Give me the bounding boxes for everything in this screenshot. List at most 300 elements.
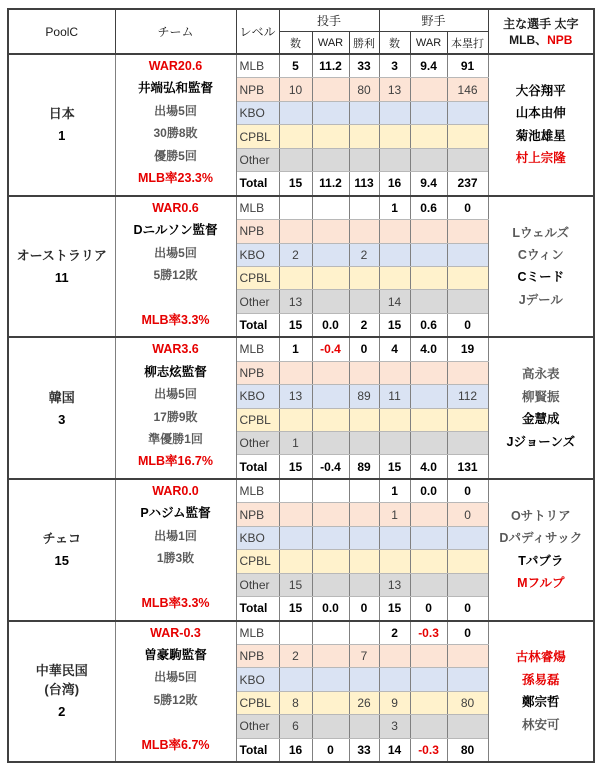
stat-cell: 11.2 — [312, 54, 349, 78]
players-list — [489, 622, 594, 762]
level-cell: CPBL — [236, 691, 279, 714]
stat-cell — [410, 243, 447, 266]
stat-cell: 0.0 — [410, 479, 447, 503]
level-cell: NPB — [236, 361, 279, 384]
stat-cell — [349, 148, 379, 171]
pool-inner — [9, 197, 115, 337]
stat-cell: 1 — [379, 503, 410, 526]
stat-cell — [312, 290, 349, 313]
stat-cell — [410, 220, 447, 243]
team-rank: 3 — [58, 411, 66, 427]
stat-cell — [279, 220, 312, 243]
table-body — [8, 54, 594, 762]
stat-cell — [379, 243, 410, 266]
team-info-line: 17勝9敗 — [153, 409, 198, 424]
stat-cell — [410, 526, 447, 549]
header-pitcher-wins: 勝利 — [349, 32, 379, 55]
header-fielder-count: 数 — [379, 32, 410, 55]
stat-cell: 15 — [279, 455, 312, 479]
stat-cell: 15 — [279, 172, 312, 196]
stat-cell — [312, 361, 349, 384]
team-name: 中華民国 — [35, 663, 88, 679]
stat-cell: 11.2 — [312, 172, 349, 196]
player-name: 山本由伸 — [515, 106, 566, 121]
stat-cell: 9.4 — [410, 172, 447, 196]
stat-cell: 89 — [349, 385, 379, 408]
stat-cell — [312, 196, 349, 220]
stat-cell — [410, 385, 447, 408]
player-name: 村上宗隆 — [515, 151, 566, 166]
level-cell: NPB — [236, 78, 279, 101]
pool-cell — [8, 196, 115, 338]
level-cell: KBO — [236, 101, 279, 124]
stat-cell: 113 — [349, 172, 379, 196]
stat-cell — [410, 125, 447, 148]
stat-cell: 16 — [379, 172, 410, 196]
table-header — [8, 9, 594, 54]
stat-cell — [447, 101, 488, 124]
pool-inner — [9, 480, 115, 620]
stat-cell: 2 — [349, 243, 379, 266]
level-cell: Other — [236, 715, 279, 738]
stat-cell — [279, 550, 312, 573]
stat-cell: 146 — [447, 78, 488, 101]
stat-cell: 26 — [349, 691, 379, 714]
stat-cell — [349, 220, 379, 243]
level-cell: MLB — [236, 337, 279, 361]
stat-cell: -0.4 — [312, 455, 349, 479]
stat-cell — [447, 644, 488, 667]
stat-cell — [447, 243, 488, 266]
team-rank: 15 — [54, 553, 69, 569]
team-info-cell — [115, 479, 236, 621]
stat-cell — [379, 361, 410, 384]
team-info-cell — [115, 196, 236, 338]
team-name: (台湾) — [44, 682, 80, 698]
stat-cell — [410, 408, 447, 431]
stat-cell: 0.6 — [410, 313, 447, 337]
stat-cell — [379, 432, 410, 455]
stat-cell: 14 — [379, 738, 410, 762]
level-cell: Total — [236, 738, 279, 762]
stat-cell: 0 — [447, 313, 488, 337]
stat-cell — [447, 526, 488, 549]
stat-row — [8, 479, 594, 503]
stat-cell — [279, 196, 312, 220]
level-cell: CPBL — [236, 125, 279, 148]
stat-cell — [279, 101, 312, 124]
stat-cell: 0.0 — [312, 313, 349, 337]
stat-cell — [379, 550, 410, 573]
stat-cell: 0.0 — [312, 597, 349, 621]
stat-cell: 13 — [379, 78, 410, 101]
stat-cell — [349, 408, 379, 431]
stat-cell — [312, 715, 349, 738]
players-cell — [488, 54, 594, 196]
stat-row — [8, 337, 594, 361]
stat-cell — [447, 573, 488, 596]
team-info-line: WAR3.6 — [152, 342, 199, 357]
stat-row — [8, 54, 594, 78]
player-name: Mフルプ — [517, 576, 565, 591]
stat-cell — [410, 573, 447, 596]
stat-cell — [349, 266, 379, 289]
player-name: Jジョーンズ — [506, 434, 576, 449]
stat-cell — [349, 526, 379, 549]
stat-cell — [379, 148, 410, 171]
stat-cell — [312, 385, 349, 408]
stat-cell — [279, 503, 312, 526]
pool-cell — [8, 337, 115, 479]
stat-cell: 80 — [447, 738, 488, 762]
player-name: 高永表 — [522, 367, 560, 382]
players-cell — [488, 196, 594, 338]
stat-cell — [447, 148, 488, 171]
pool-cell — [8, 621, 115, 763]
player-name: Cウィン — [517, 248, 564, 262]
player-name: 孫易磊 — [522, 672, 560, 687]
stat-cell — [279, 479, 312, 503]
team-info-line: 5勝12敗 — [153, 267, 198, 282]
team-info-line: Dニルソン監督 — [133, 223, 218, 238]
player-name: Oサトリア — [510, 508, 571, 523]
stat-cell: 131 — [447, 455, 488, 479]
player-name: 菊池雄星 — [515, 128, 566, 143]
team-info-cell — [115, 54, 236, 196]
team-info-line: 曽豪駒監督 — [144, 647, 207, 662]
level-cell: Other — [236, 432, 279, 455]
stat-cell — [379, 526, 410, 549]
wbc-poolc-table — [7, 8, 595, 763]
stat-cell — [410, 550, 447, 573]
stat-cell: 91 — [447, 54, 488, 78]
stat-cell: 7 — [349, 644, 379, 667]
team-rank: 1 — [58, 128, 66, 144]
level-cell: MLB — [236, 196, 279, 220]
stat-cell — [349, 668, 379, 691]
team-info-line: 出場5回 — [154, 387, 197, 402]
team-info-line: WAR0.6 — [152, 200, 199, 215]
team-info-line: MLB率23.3% — [137, 171, 214, 186]
stat-cell: 15 — [279, 313, 312, 337]
stat-cell: 33 — [349, 738, 379, 762]
players-list — [489, 338, 594, 478]
stat-cell — [312, 479, 349, 503]
stat-cell — [349, 550, 379, 573]
stat-cell — [379, 220, 410, 243]
level-cell: CPBL — [236, 408, 279, 431]
stat-cell — [410, 715, 447, 738]
stat-cell: -0.4 — [312, 337, 349, 361]
stat-cell — [312, 503, 349, 526]
level-cell: MLB — [236, 54, 279, 78]
team-info-line: MLB率6.7% — [141, 737, 210, 752]
stat-cell — [379, 668, 410, 691]
pool-inner — [9, 55, 115, 195]
stat-cell: 8 — [279, 691, 312, 714]
level-cell: KBO — [236, 243, 279, 266]
level-cell: MLB — [236, 479, 279, 503]
stat-cell: 0 — [447, 479, 488, 503]
stat-cell: 2 — [379, 621, 410, 645]
stat-cell — [379, 408, 410, 431]
level-cell: Other — [236, 290, 279, 313]
stat-cell: 112 — [447, 385, 488, 408]
stat-cell — [447, 550, 488, 573]
stat-cell — [279, 526, 312, 549]
stat-cell — [312, 220, 349, 243]
stat-cell: 0 — [447, 597, 488, 621]
stat-cell — [349, 361, 379, 384]
stat-cell: 1 — [279, 432, 312, 455]
player-name: 金慧成 — [522, 412, 560, 427]
stat-cell — [312, 125, 349, 148]
stat-cell — [447, 125, 488, 148]
stat-cell: 80 — [349, 78, 379, 101]
header-fielder-war: WAR — [410, 32, 447, 55]
team-info-line: MLB率3.3% — [141, 596, 210, 611]
stat-cell — [349, 196, 379, 220]
level-cell: KBO — [236, 668, 279, 691]
team-info-line: 準優勝1回 — [148, 432, 203, 446]
stat-row — [8, 196, 594, 220]
stat-cell — [349, 290, 379, 313]
team-info-line: Pハジム監督 — [140, 506, 211, 521]
player-name: 古林睿煬 — [515, 650, 566, 665]
stat-cell: 0 — [312, 738, 349, 762]
stat-cell — [312, 78, 349, 101]
stat-cell: 9 — [379, 691, 410, 714]
stat-cell: 3 — [379, 715, 410, 738]
header-fielder-hr: 本塁打 — [447, 32, 488, 55]
team-info-line: WAR20.6 — [148, 59, 203, 73]
level-cell: CPBL — [236, 266, 279, 289]
team-info-line: 30勝8敗 — [153, 126, 198, 141]
stat-cell — [312, 691, 349, 714]
stat-cell — [312, 550, 349, 573]
player-name: Lウェルズ — [512, 225, 570, 240]
team-info-line: 1勝3敗 — [156, 551, 195, 566]
stat-cell — [279, 408, 312, 431]
stat-cell — [349, 503, 379, 526]
stat-cell — [279, 125, 312, 148]
player-name: Cミード — [517, 270, 565, 285]
stat-cell — [312, 621, 349, 645]
stat-cell: 1 — [379, 196, 410, 220]
stat-cell — [379, 101, 410, 124]
stat-cell: 4.0 — [410, 455, 447, 479]
header-players-line1: 主な選手 太字 — [503, 16, 579, 31]
pool-cell — [8, 54, 115, 196]
stat-cell — [349, 432, 379, 455]
stat-cell: 16 — [279, 738, 312, 762]
header-fielders: 野手 — [379, 9, 488, 32]
team-info-line: 柳志炫監督 — [144, 364, 207, 379]
stat-cell: 2 — [349, 313, 379, 337]
stat-cell — [410, 101, 447, 124]
stat-cell — [279, 668, 312, 691]
stat-cell: 13 — [379, 573, 410, 596]
stat-cell: 0.6 — [410, 196, 447, 220]
stat-cell — [447, 668, 488, 691]
player-name: 柳賢振 — [522, 389, 560, 404]
stat-cell — [447, 220, 488, 243]
level-cell: Total — [236, 172, 279, 196]
stat-cell — [349, 125, 379, 148]
stat-cell — [379, 125, 410, 148]
level-cell: NPB — [236, 503, 279, 526]
level-cell: NPB — [236, 644, 279, 667]
stat-cell: 14 — [379, 290, 410, 313]
stat-cell — [410, 78, 447, 101]
stat-cell: 10 — [279, 78, 312, 101]
header-pitcher-count: 数 — [279, 32, 312, 55]
stat-cell — [410, 290, 447, 313]
players-list — [489, 55, 594, 195]
stat-cell — [447, 266, 488, 289]
stat-row — [8, 621, 594, 645]
team-info-line: 優勝5回 — [154, 148, 197, 163]
level-cell: Total — [236, 597, 279, 621]
level-cell: KBO — [236, 385, 279, 408]
team-info-line: WAR-0.3 — [150, 625, 201, 640]
stat-cell — [312, 266, 349, 289]
team-name: 韓国 — [48, 389, 75, 405]
team-info-line — [116, 570, 236, 592]
stat-cell: 11 — [379, 385, 410, 408]
stat-cell — [410, 266, 447, 289]
pool-inner — [9, 338, 115, 478]
players-list — [489, 197, 594, 337]
stat-cell — [312, 148, 349, 171]
stat-cell — [349, 573, 379, 596]
stat-cell: 237 — [447, 172, 488, 196]
stat-cell: 0 — [349, 337, 379, 361]
pool-cell — [8, 479, 115, 621]
stat-cell: 80 — [447, 691, 488, 714]
stat-cell: 4 — [379, 337, 410, 361]
stat-cell — [410, 691, 447, 714]
stat-cell: 33 — [349, 54, 379, 78]
stat-cell — [410, 148, 447, 171]
team-info-line: MLB率3.3% — [141, 312, 210, 327]
header-players-npb: NPB — [547, 32, 573, 47]
stat-cell — [312, 573, 349, 596]
level-cell: Other — [236, 573, 279, 596]
stat-cell: 2 — [279, 243, 312, 266]
team-info-line — [116, 711, 236, 733]
stat-cell: 13 — [279, 385, 312, 408]
stat-cell — [379, 266, 410, 289]
players-list — [489, 480, 594, 620]
header-team: チーム — [115, 9, 236, 54]
stat-cell — [279, 621, 312, 645]
stat-cell: 0 — [349, 597, 379, 621]
team-rank: 11 — [54, 269, 69, 285]
header-main-players — [488, 9, 594, 54]
stat-cell: 1 — [279, 337, 312, 361]
player-name: 鄭宗哲 — [522, 695, 560, 710]
stat-cell: 0 — [410, 597, 447, 621]
stat-cell — [410, 361, 447, 384]
stat-cell: 4.0 — [410, 337, 447, 361]
team-name: 日本 — [48, 106, 75, 122]
team-info-cell — [115, 621, 236, 763]
stat-cell — [447, 408, 488, 431]
stat-cell: 3 — [379, 54, 410, 78]
team-info-line: 5勝12敗 — [153, 692, 198, 707]
stat-cell — [312, 526, 349, 549]
header-players-mlb: MLB、 — [509, 32, 548, 47]
stat-cell — [312, 432, 349, 455]
team-info-line: 出場5回 — [154, 670, 197, 685]
team-info-line: MLB率16.7% — [137, 454, 214, 469]
level-cell: NPB — [236, 220, 279, 243]
stat-cell: 15 — [379, 597, 410, 621]
stat-cell — [447, 361, 488, 384]
stat-cell — [447, 715, 488, 738]
stat-cell: 5 — [279, 54, 312, 78]
player-name: 林安可 — [522, 717, 560, 732]
header-level: レベル — [236, 9, 279, 54]
level-cell: MLB — [236, 621, 279, 645]
stat-cell — [349, 715, 379, 738]
stat-cell: 9.4 — [410, 54, 447, 78]
stat-cell: 1 — [379, 479, 410, 503]
stat-cell: 15 — [279, 597, 312, 621]
team-name: オーストラリア — [16, 247, 107, 263]
stat-cell: 89 — [349, 455, 379, 479]
team-name: チェコ — [42, 531, 82, 547]
stat-cell: 15 — [379, 455, 410, 479]
stat-cell — [410, 644, 447, 667]
stat-cell — [447, 290, 488, 313]
stat-cell: 0 — [447, 621, 488, 645]
players-cell — [488, 479, 594, 621]
stat-cell — [349, 101, 379, 124]
stat-cell: 0 — [447, 196, 488, 220]
players-cell — [488, 337, 594, 479]
team-info-line: 出場5回 — [154, 103, 197, 118]
stat-cell — [312, 243, 349, 266]
header-pitchers: 投手 — [279, 9, 379, 32]
stat-cell — [312, 644, 349, 667]
stat-cell — [312, 101, 349, 124]
stat-cell — [410, 668, 447, 691]
player-name: Jデール — [518, 292, 563, 307]
team-info-line: WAR0.0 — [152, 483, 199, 498]
stat-cell: 19 — [447, 337, 488, 361]
stat-cell — [279, 266, 312, 289]
pool-inner — [9, 622, 115, 762]
level-cell: Total — [236, 455, 279, 479]
stat-cell — [349, 621, 379, 645]
level-cell: Other — [236, 148, 279, 171]
players-cell — [488, 621, 594, 763]
stat-cell: 0 — [447, 503, 488, 526]
stat-cell: 15 — [279, 573, 312, 596]
header-pool: PoolC — [8, 9, 115, 54]
team-info-cell — [115, 337, 236, 479]
stat-cell — [312, 668, 349, 691]
team-rank: 2 — [58, 704, 66, 720]
stat-cell — [447, 432, 488, 455]
level-cell: CPBL — [236, 550, 279, 573]
stat-cell — [410, 432, 447, 455]
stat-cell: 13 — [279, 290, 312, 313]
stat-cell — [279, 361, 312, 384]
level-cell: KBO — [236, 526, 279, 549]
